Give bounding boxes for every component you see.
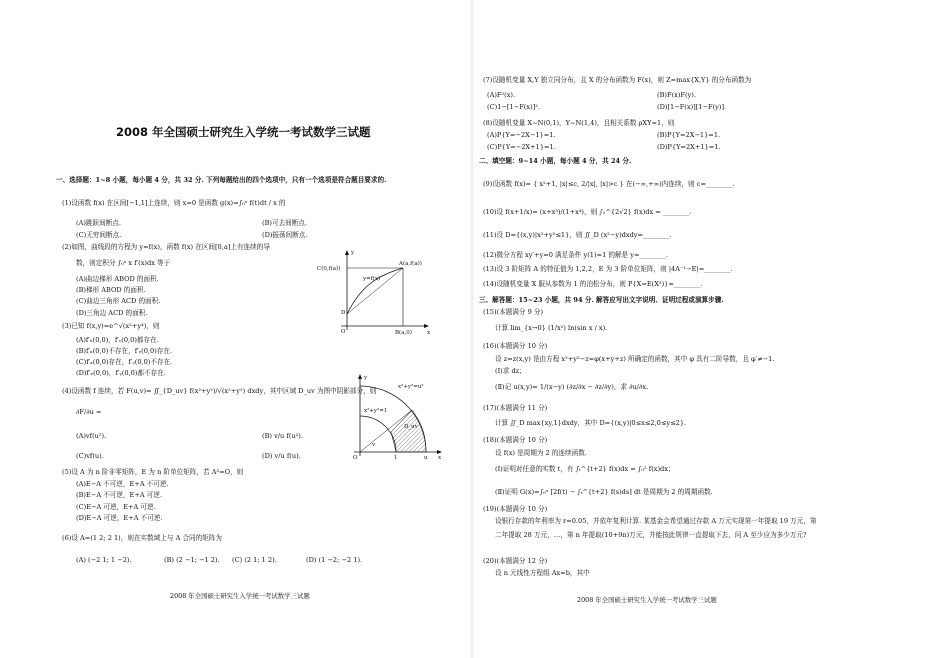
q3-option-d: (D)f′ₓ(0,0)，f′ᵧ(0,0)都不存在. <box>76 369 166 377</box>
fig2-label-c: C(0,f(a)) <box>317 266 341 272</box>
q1-option-a: (A)跳跃间断点. <box>76 219 121 227</box>
fig2-label-y: y <box>351 250 355 256</box>
right-page <box>475 0 950 658</box>
q18-header: (18)(本题满分 10 分) <box>483 436 548 444</box>
q4-option-c: (C)vf(u). <box>76 452 104 460</box>
q14-stem: (14)设随机变量 X 服从参数为 1 的泊松分布，则 P{X=E(X²)}=________. <box>483 280 703 288</box>
q6-option-b: (B) (2 −1; −1 2). <box>164 556 220 564</box>
q20-header: (20)(本题满分 12 分) <box>483 557 548 565</box>
q16-body: 设 z=z(x,y) 是由方程 x²+y²−z=φ(x+y+z) 所确定的函数，其中 φ 具有二阶导数，且 φ′≠−1. <box>495 355 775 363</box>
q15-header: (15)(本题满分 9 分) <box>483 308 544 316</box>
q19-body-1: 设银行存款的年利率为 r=0.05，并依年复利计算. 某基金会希望通过存款 A 万元实现第一年提取 19 万元，第 <box>495 517 817 525</box>
fig4-label-u: u <box>424 455 428 460</box>
q2-option-d: (D)三角边 ACD 的面积. <box>76 309 148 317</box>
q2-stem: (2)如图，曲线段的方程为 y=f(x)，函数 f(x) 在区间[0,a]上有连续的导 <box>62 243 270 251</box>
fig2-label-curve: y=f(x) <box>363 276 381 282</box>
q13-stem: (13)设 3 阶矩阵 A 的特征值为 1,2,2，E 为 3 阶单位矩阵，则 |4A⁻¹−E|=________. <box>483 265 733 273</box>
q16-part1: (Ⅰ)求 dz； <box>495 367 526 375</box>
fig2-label-x: x <box>427 330 431 336</box>
q19-body-2: 二年提取 28 万元，…，第 n 年提取(10+9n)万元，并能按此规律一直提取下去，问 A 至少应为多少万元? <box>495 531 807 539</box>
page-fold <box>470 0 474 658</box>
q9-stem: (9)设函数 f(x)= { x²+1, |x|≤c, 2/|x|, |x|>c } 在(−∞,+∞)内连续，则 c=________. <box>483 180 735 188</box>
q2-option-a: (A)曲边梯形 ABOD 的面积. <box>76 275 159 283</box>
q11-stem: (11)设 D={(x,y)|x²+y²≤1}，则 ∬_D (x²−y)dxdy=________. <box>483 231 672 239</box>
q6-option-c: (C) (2 1; 1 2). <box>232 556 277 564</box>
q16-header: (16)(本题满分 10 分) <box>483 342 548 350</box>
q2-stem-2: 数，则定积分 ∫₀ᵃ x f′(x)dx 等于 <box>76 259 171 267</box>
q1-stem: (1)设函数 f(x) 在区间[−1,1]上连续，则 x=0 是函数 g(x)=∫₀ˣ f(t)dt / x 的 <box>62 199 286 207</box>
fig2-label-o: O <box>341 329 346 335</box>
q1-option-c: (C)无穷间断点. <box>76 231 122 239</box>
section-choice-header: 一、选择题：1~8 小题，每小题 4 分，共 32 分. 下列每题给出的四个选项中，只有一个选项是符合题目要求的. <box>56 176 387 184</box>
q2-option-c: (C)曲边三角形 ACD 的面积. <box>76 297 161 305</box>
right-footer: 2008 年全国硕士研究生入学统一考试数学三试题 <box>577 596 717 604</box>
q19-header: (19)(本题满分 10 分) <box>483 505 548 513</box>
exam-title: 2008 年全国硕士研究生入学统一考试数学三试题 <box>116 125 371 139</box>
fig4-label-v: v <box>372 442 376 448</box>
figure-q4 <box>340 372 445 460</box>
q4-option-b: (B) v/u f(u²). <box>262 432 303 440</box>
q17-body: 计算 ∬_D max{xy,1}dxdy，其中 D={(x,y)|0≤x≤2,0≤y≤2}. <box>495 419 687 427</box>
q2-option-b: (B)梯形 ABOD 的面积. <box>76 286 146 294</box>
section-answer-header: 三、解答题：15~23 小题，共 94 分. 解答应写出文字说明、证明过程或演算步骤. <box>479 296 724 304</box>
q18-body: 设 f(x) 是周期为 2 的连续函数. <box>495 449 587 457</box>
figure-q2 <box>315 248 435 338</box>
fig2-label-d: D <box>341 310 346 316</box>
fig2-label-a: A(a,f(a)) <box>399 261 422 267</box>
q5-option-b: (B)E−A 不可逆，E+A 可逆. <box>76 491 163 499</box>
q1-option-d: (D)振荡间断点. <box>262 231 308 239</box>
q6-option-d: (D) (1 −2; −2 1). <box>306 556 363 564</box>
q18-part1: (Ⅰ)证明对任意的实数 t，有 ∫ₜ^{t+2} f(x)dx = ∫₀² f(x)dx； <box>495 465 675 473</box>
q17-header: (17)(本题满分 11 分) <box>483 404 548 412</box>
q3-option-a: (A)f′ₓ(0,0)，f′ᵧ(0,0)都存在. <box>76 336 159 344</box>
fig2-label-b: B(a,0) <box>395 330 412 336</box>
q15-body: 计算 lim_{x→0} (1/x²) ln(sin x / x). <box>495 324 608 332</box>
q12-stem: (12)微分方程 xy′+y=0 满足条件 y(1)=1 的解是 y=________. <box>483 251 668 259</box>
q20-body: 设 n 元线性方程组 Ax=b，其中 <box>495 569 590 577</box>
fig4-label-y: y <box>364 375 368 381</box>
fig4-label-outer: x²+y²=u² <box>398 384 424 390</box>
q5-option-a: (A)E−A 不可逆，E+A 不可逆. <box>76 480 169 488</box>
fig4-label-d: D_uv <box>404 424 418 430</box>
q3-stem: (3)已知 f(x,y)=e^√(x²+y⁴)，则 <box>62 322 160 330</box>
q6-option-a: (A) (−2 1; 1 −2). <box>76 556 132 564</box>
q18-part2: (Ⅱ)证明 G(x)=∫₀ˣ [2f(t) − ∫ₜ^{t+2} f(s)ds] dt 是周期为 2 的周期函数. <box>495 488 713 496</box>
q7-option-c: (C)1−[1−F(x)]². <box>487 103 540 111</box>
q8-option-b: (B)P{Y=2X−1}=1. <box>657 131 721 139</box>
section-fill-header: 二、填空题：9~14 小题，每小题 4 分，共 24 分. <box>479 157 632 165</box>
q4-derivative: ∂F/∂u = <box>76 408 102 416</box>
q7-option-a: (A)F²(x). <box>487 91 516 99</box>
q7-stem: (7)设随机变量 X,Y 独立同分布，且 X 的分布函数为 F(x)，则 Z=max{X,Y} 的分布函数为 <box>483 76 752 84</box>
q8-option-c: (C)P{Y=−2X+1}=1. <box>487 143 556 151</box>
fig4-label-1: 1 <box>394 455 398 460</box>
q6-stem: (6)设 A=(1 2; 2 1)，则在实数域上与 A 合同的矩阵为 <box>62 534 223 542</box>
q1-option-b: (B)可去间断点. <box>262 219 308 227</box>
q4-option-a: (A)vf(u²). <box>76 432 107 440</box>
q8-option-d: (D)P{Y=2X+1}=1. <box>657 143 721 151</box>
fig4-label-inner: x²+y²=1 <box>364 408 388 414</box>
q5-stem: (5)设 A 为 n 阶非零矩阵，E 为 n 阶单位矩阵，若 A³=O，则 <box>62 468 244 476</box>
q5-option-c: (C)E−A 可逆，E+A 可逆. <box>76 503 156 511</box>
q8-option-a: (A)P{Y=−2X−1}=1. <box>487 131 556 139</box>
fig4-label-x: x <box>438 455 442 460</box>
q8-stem: (8)设随机变量 X~N(0,1)，Y~N(1,4)，且相关系数 ρXY=1，则 <box>483 119 675 127</box>
q5-option-d: (D)E−A 可逆，E+A 不可逆. <box>76 514 163 522</box>
q7-option-d: (D)[1−F(x)][1−F(y)]. <box>657 103 727 111</box>
left-footer: 2008 年全国硕士研究生入学统一考试数学三试题 <box>170 592 310 600</box>
fig4-label-o: O <box>353 455 358 460</box>
q16-part2: (Ⅱ)记 u(x,y)= 1/(x−y) (∂z/∂x − ∂z/∂y)，求 ∂u/∂x. <box>495 383 649 391</box>
q4-option-d: (D) v/u f(u). <box>262 452 301 460</box>
q7-option-b: (B)F(x)F(y). <box>657 91 696 99</box>
q3-option-b: (B)f′ₓ(0,0)不存在，f′ᵧ(0,0)存在. <box>76 347 173 355</box>
q10-stem: (10)设 f(x+1/x)= (x+x³)/(1+x⁴)，则 ∫₂^{2√2} f(x)dx = ________. <box>483 208 692 216</box>
q3-option-c: (C)f′ₓ(0,0)存在，f′ᵧ(0,0)不存在. <box>76 358 173 366</box>
q4-stem: (4)设函数 f 连续，若 F(u,v)= ∬_{D_uv} f(x²+y²)/√(x²+y²) dxdy，其中区域 D_uv 为图中阴影部分，则 <box>62 387 377 395</box>
